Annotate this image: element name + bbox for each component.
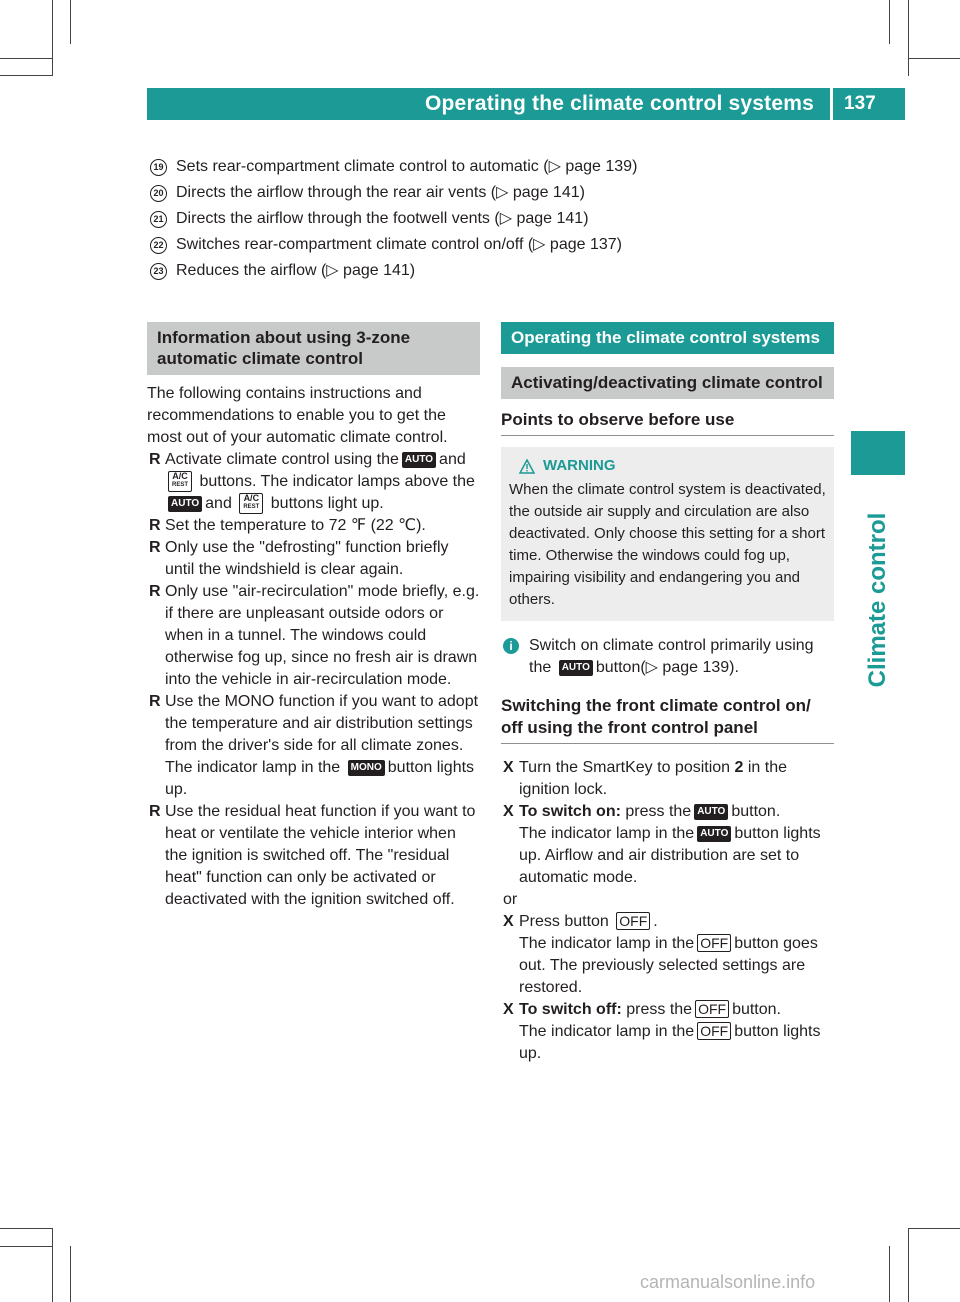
legend-text: Switches rear-compartment climate control on/off (▷ page 137)	[176, 236, 622, 253]
page-title: Operating the climate control systems	[425, 92, 815, 115]
step-text: button.	[731, 803, 781, 820]
circled-number: 22	[150, 237, 167, 254]
ac-key-bottom: REST	[243, 504, 260, 510]
crop-mark	[52, 1228, 53, 1302]
crop-mark	[0, 1246, 52, 1247]
step-marker-icon: X	[503, 913, 514, 930]
mono-key-icon: MONO	[348, 760, 385, 776]
step-item	[501, 757, 834, 801]
auto-key-icon: AUTO	[168, 496, 202, 512]
section-heading: Operating the climate control systems	[501, 322, 834, 354]
ac-key-top: A/C	[172, 471, 188, 481]
crop-mark	[0, 75, 52, 76]
ac-key-icon	[168, 471, 192, 492]
bullet-item	[147, 691, 480, 801]
step-text: button goes out. The previously selected settings are restored.	[519, 935, 818, 996]
bullet-text: buttons. The indicator lamps above the	[199, 473, 475, 490]
bullet-text: buttons light up.	[270, 495, 384, 512]
crop-mark	[889, 0, 890, 44]
crop-mark	[889, 1246, 890, 1302]
points-heading: Points to observe before use	[501, 409, 834, 436]
legend-item	[150, 154, 850, 180]
legend-text: Directs the airflow through the footwell vents (▷ page 141)	[176, 210, 589, 227]
bullet-text: Set the temperature to 72 ℉ (22 ℃).	[165, 517, 426, 534]
warning-text: When the climate control system is deactivated, the outside air supply and circulation are also deactivated. Only choose this setting for a short time. Otherwise the windows could fog up, impairing visibility and endangering you and others.	[509, 481, 826, 608]
auto-key-icon: AUTO	[694, 804, 728, 820]
warning-header	[509, 455, 826, 477]
step-marker-icon: X	[503, 759, 514, 776]
header-separator	[830, 88, 833, 120]
bullet-icon: R	[149, 539, 161, 556]
crop-mark	[52, 0, 53, 76]
bullet-item	[147, 515, 480, 537]
step-text: press the	[626, 1001, 693, 1018]
sub-heading: Activating/deactivating climate control	[501, 367, 834, 399]
step-text: button.	[732, 1001, 781, 1018]
bullet-item	[147, 581, 480, 691]
off-key-icon: OFF	[697, 934, 731, 952]
step-text: The indicator lamp in the	[519, 935, 695, 952]
step-text: button lights up. Airflow and air distribution are set to automatic mode.	[519, 825, 821, 886]
bullet-text: Only use the "defrosting" function briefly until the windshield is clear again.	[165, 539, 449, 578]
bullet-text: and	[439, 451, 466, 468]
bullet-item	[147, 537, 480, 581]
ac-key-icon	[239, 493, 263, 514]
warning-label: WARNING	[543, 457, 616, 474]
switch-heading: Switching the front climate control on/ off using the front control panel	[501, 695, 834, 744]
right-column	[501, 322, 834, 1065]
step-text: Press button	[519, 913, 609, 930]
step-text: press the	[625, 803, 692, 820]
step-text: The indicator lamp in the	[519, 1023, 695, 1040]
info-note	[501, 635, 834, 679]
crop-mark	[0, 1228, 52, 1229]
ac-key-top: A/C	[243, 493, 260, 503]
info-text: Switch on climate control primarily using the	[529, 637, 814, 676]
ac-key-bottom: REST	[172, 482, 189, 488]
watermark: carmanualsonline.info	[640, 1272, 816, 1292]
bullet-text: Use the residual heat function if you want to heat or ventilate the vehicle interior when the ignition is switched off. The "residual heat" function can only be activated or deactivated with the ignition switched off.	[165, 803, 476, 908]
off-key-icon: OFF	[616, 912, 650, 930]
crop-mark	[908, 1228, 909, 1302]
circled-number: 20	[150, 185, 167, 202]
numbered-legend	[150, 154, 850, 284]
legend-text: Reduces the airflow (▷ page 141)	[176, 262, 416, 279]
auto-key-icon: AUTO	[402, 452, 436, 468]
auto-key-icon: AUTO	[559, 660, 593, 676]
page-number: 137	[844, 93, 876, 114]
legend-item	[150, 232, 850, 258]
bullet-icon: R	[149, 517, 161, 534]
legend-item	[150, 206, 850, 232]
step-text: Turn the SmartKey to position	[519, 759, 731, 776]
step-item	[501, 911, 834, 999]
step-text: in the ignition lock.	[519, 759, 788, 798]
crop-mark	[0, 58, 52, 59]
bullet-icon: R	[149, 693, 161, 710]
step-item	[501, 801, 834, 889]
circled-number: 19	[150, 159, 167, 176]
warning-triangle-icon	[519, 459, 535, 474]
crop-mark	[908, 58, 960, 59]
bullet-text: Only use "air-recirculation" mode briefly, e.g. if there are unpleasant outside odors or when in a tunnel. The windows could otherwise fog up, since no fresh air is drawn into the vehicle in air-recirculation mode.	[165, 583, 480, 688]
bullet-text: Use the MONO function if you want to adopt the temperature and air distribution settings from the driver's side for all climate zones. The indicator lamp in the	[165, 693, 479, 776]
side-tab-text: Climate control	[864, 512, 891, 688]
circled-number: 23	[150, 263, 167, 280]
step-label: To switch off:	[519, 1001, 622, 1018]
info-text: button(▷ page 139).	[595, 659, 739, 676]
bullet-icon: R	[149, 451, 161, 468]
legend-text: Directs the airflow through the rear air vents (▷ page 141)	[176, 184, 585, 201]
side-tab-marker	[851, 431, 905, 475]
crop-mark	[908, 1228, 960, 1229]
intro-paragraph: The following contains instructions and recommendations to enable you to get the most out of your automatic climate control.	[147, 385, 448, 446]
bullet-icon: R	[149, 583, 161, 600]
section-heading: Information about using 3-zone automatic climate control	[147, 322, 480, 375]
crop-mark	[70, 0, 71, 44]
legend-item	[150, 258, 850, 284]
legend-text: Sets rear-compartment climate control to automatic (▷ page 139)	[176, 158, 638, 175]
info-icon: i	[503, 638, 519, 654]
step-marker-icon: X	[503, 1001, 514, 1018]
step-item	[501, 999, 834, 1065]
legend-item	[150, 180, 850, 206]
step-text: The indicator lamp in the	[519, 825, 695, 842]
warning-box	[501, 447, 834, 621]
bullet-item	[147, 449, 480, 515]
auto-key-icon: AUTO	[697, 826, 731, 842]
step-text: button lights up.	[519, 1023, 821, 1062]
bullet-text: button lights up.	[165, 759, 475, 798]
bullet-text: Activate climate control using the	[165, 451, 399, 468]
step-text: .	[653, 913, 658, 930]
or-text: or	[503, 891, 518, 908]
off-key-icon: OFF	[697, 1022, 731, 1040]
off-key-icon: OFF	[695, 1000, 729, 1018]
bullet-icon: R	[149, 803, 161, 820]
step-label: To switch on:	[519, 803, 621, 820]
bullet-text: and	[205, 495, 232, 512]
left-column	[147, 322, 480, 911]
bullet-item	[147, 801, 480, 911]
circled-number: 21	[150, 211, 167, 228]
crop-mark	[70, 1246, 71, 1302]
step-position: 2	[734, 759, 744, 776]
step-marker-icon: X	[503, 803, 514, 820]
crop-mark	[908, 0, 909, 76]
